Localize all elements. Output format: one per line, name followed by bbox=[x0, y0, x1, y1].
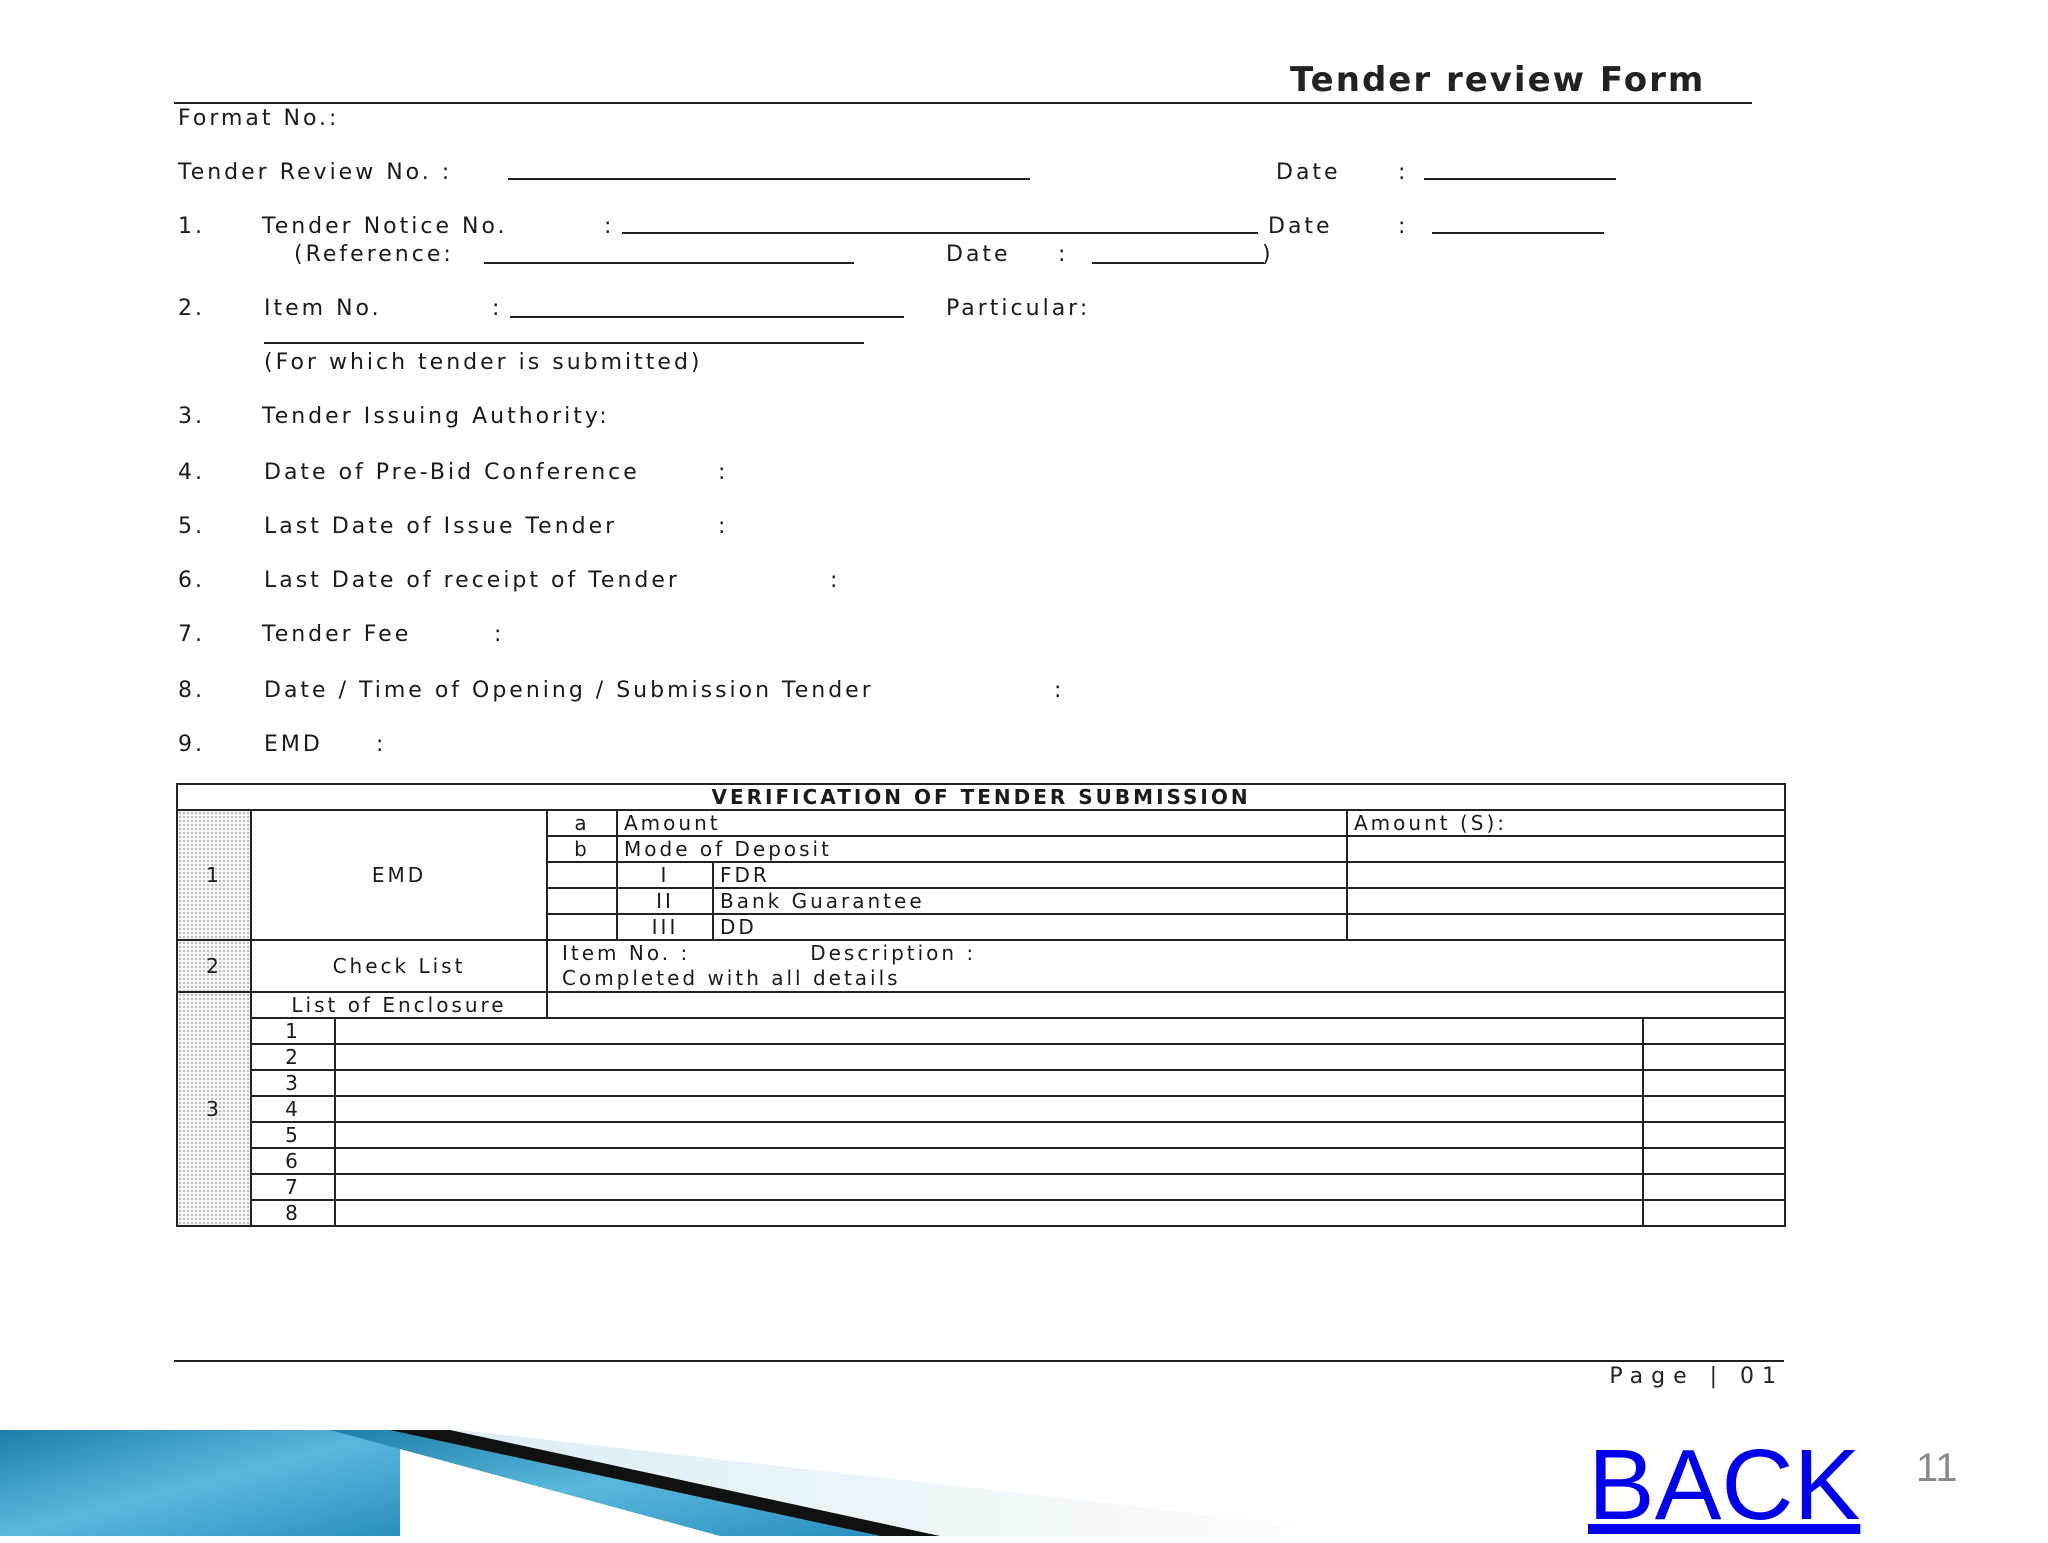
reference-field[interactable] bbox=[484, 262, 854, 264]
reference-date-label: Date bbox=[946, 242, 1011, 267]
emd-b: b bbox=[547, 836, 617, 862]
item9-number: 9. bbox=[178, 732, 205, 757]
review-no-field[interactable] bbox=[508, 178, 1030, 180]
enclosure-remark[interactable] bbox=[1643, 1070, 1785, 1096]
enclosure-index: 3 bbox=[251, 1070, 335, 1096]
item4-number: 4. bbox=[178, 460, 205, 485]
item8-label: Date / Time of Opening / Submission Tender bbox=[264, 678, 874, 703]
bottom-divider bbox=[174, 1360, 1784, 1362]
item6-colon: : bbox=[830, 568, 841, 593]
emd-a: a bbox=[547, 810, 617, 836]
item7-colon: : bbox=[494, 622, 505, 647]
review-no-label: Tender Review No. : bbox=[178, 160, 453, 185]
reference-close: ) bbox=[1262, 242, 1274, 267]
page-number: Page | 01 bbox=[1609, 1364, 1784, 1389]
item3-label: Tender Issuing Authority: bbox=[262, 404, 610, 429]
verification-table bbox=[176, 783, 1786, 1227]
item4-colon: : bbox=[718, 460, 729, 485]
enclosure-remark[interactable] bbox=[1643, 1018, 1785, 1044]
enclosure-index: 2 bbox=[251, 1044, 335, 1070]
enclosure-entry[interactable] bbox=[335, 1200, 1643, 1226]
item2-number: 2. bbox=[178, 296, 205, 321]
enclosure-entry[interactable] bbox=[335, 1122, 1643, 1148]
back-link[interactable]: BACK bbox=[1588, 1429, 1861, 1541]
emd-amount-label: Amount bbox=[617, 810, 1347, 836]
item3-number: 3. bbox=[178, 404, 205, 429]
item1-date-colon: : bbox=[1398, 214, 1409, 239]
item7-label: Tender Fee bbox=[262, 622, 412, 647]
enclosure-entry[interactable] bbox=[335, 1044, 1643, 1070]
enclosure-remark[interactable] bbox=[1643, 1148, 1785, 1174]
item1-colon: : bbox=[604, 214, 615, 239]
format-no-label: Format No.: bbox=[178, 106, 340, 131]
emd-amount-s[interactable]: Amount (S): bbox=[1347, 810, 1785, 836]
mode-name: Bank Guarantee bbox=[713, 888, 1347, 914]
enclosure-remark[interactable] bbox=[1643, 1200, 1785, 1226]
top-divider bbox=[174, 102, 1752, 104]
check-completed: Completed with all details bbox=[562, 966, 901, 990]
enclosure-entry[interactable] bbox=[335, 1174, 1643, 1200]
item8-number: 8. bbox=[178, 678, 205, 703]
enclosure-index: 7 bbox=[251, 1174, 335, 1200]
check-item-no: Item No. : bbox=[562, 941, 691, 965]
enclosure-entry[interactable] bbox=[335, 1148, 1643, 1174]
mode-blank bbox=[547, 914, 617, 940]
review-date-colon: : bbox=[1398, 160, 1409, 185]
emd-label: EMD bbox=[251, 810, 547, 940]
enclosure-label: List of Enclosure bbox=[251, 992, 547, 1018]
check-description: Description : bbox=[810, 941, 977, 965]
review-date-label: Date bbox=[1276, 160, 1341, 185]
mode-roman: II bbox=[617, 888, 713, 914]
mode-value[interactable] bbox=[1347, 862, 1785, 888]
item6-label: Last Date of receipt of Tender bbox=[264, 568, 680, 593]
mode-blank bbox=[547, 888, 617, 914]
enclosure-entry[interactable] bbox=[335, 1018, 1643, 1044]
item2-note: (For which tender is submitted) bbox=[264, 350, 703, 375]
particular-field[interactable] bbox=[264, 342, 864, 344]
mode-name: DD bbox=[713, 914, 1347, 940]
item9-colon: : bbox=[376, 732, 387, 757]
enclosure-index: 5 bbox=[251, 1122, 335, 1148]
item5-number: 5. bbox=[178, 514, 205, 539]
item9-label: EMD bbox=[264, 732, 323, 757]
mode-roman: III bbox=[617, 914, 713, 940]
row1-number: 1 bbox=[177, 810, 251, 940]
enclosure-remark[interactable] bbox=[1643, 1096, 1785, 1122]
item1-label: Tender Notice No. bbox=[262, 214, 508, 239]
check-list-label: Check List bbox=[251, 940, 547, 992]
enclosure-remark[interactable] bbox=[1643, 1122, 1785, 1148]
enclosure-entry[interactable] bbox=[335, 1070, 1643, 1096]
row3-number: 3 bbox=[177, 992, 251, 1226]
mode-of-deposit-label: Mode of Deposit bbox=[617, 836, 1347, 862]
particular-label: Particular: bbox=[946, 296, 1091, 321]
mode-value[interactable] bbox=[1347, 888, 1785, 914]
mode-blank bbox=[547, 862, 617, 888]
item1-number: 1. bbox=[178, 214, 205, 239]
enclosure-header-blank bbox=[547, 992, 1785, 1018]
mode-roman: I bbox=[617, 862, 713, 888]
item4-label: Date of Pre-Bid Conference bbox=[264, 460, 640, 485]
item-no-field[interactable] bbox=[510, 316, 904, 318]
item1-date-field[interactable] bbox=[1432, 232, 1604, 234]
enclosure-remark[interactable] bbox=[1643, 1044, 1785, 1070]
enclosure-index: 8 bbox=[251, 1200, 335, 1226]
slide-number: 11 bbox=[1916, 1446, 1958, 1490]
item2-label: Item No. bbox=[264, 296, 382, 321]
item6-number: 6. bbox=[178, 568, 205, 593]
enclosure-index: 1 bbox=[251, 1018, 335, 1044]
reference-label: (Reference: bbox=[294, 242, 454, 267]
item8-colon: : bbox=[1054, 678, 1065, 703]
mode-of-deposit-value[interactable] bbox=[1347, 836, 1785, 862]
enclosure-entry[interactable] bbox=[335, 1096, 1643, 1122]
item7-number: 7. bbox=[178, 622, 205, 647]
item2-colon: : bbox=[492, 296, 503, 321]
item1-date-label: Date bbox=[1268, 214, 1333, 239]
item5-colon: : bbox=[718, 514, 729, 539]
enclosure-index: 6 bbox=[251, 1148, 335, 1174]
reference-date-field[interactable] bbox=[1092, 262, 1264, 264]
table-heading: VERIFICATION OF TENDER SUBMISSION bbox=[177, 784, 1785, 810]
item5-label: Last Date of Issue Tender bbox=[264, 514, 618, 539]
form-title: Tender review Form bbox=[1290, 60, 1706, 100]
mode-name: FDR bbox=[713, 862, 1347, 888]
mode-value[interactable] bbox=[1347, 914, 1785, 940]
enclosure-remark[interactable] bbox=[1643, 1174, 1785, 1200]
reference-date-colon: : bbox=[1058, 242, 1069, 267]
tender-notice-field[interactable] bbox=[622, 232, 1258, 234]
enclosure-index: 4 bbox=[251, 1096, 335, 1122]
review-date-field[interactable] bbox=[1424, 178, 1616, 180]
check-list-details bbox=[547, 940, 1785, 992]
row2-number: 2 bbox=[177, 940, 251, 992]
